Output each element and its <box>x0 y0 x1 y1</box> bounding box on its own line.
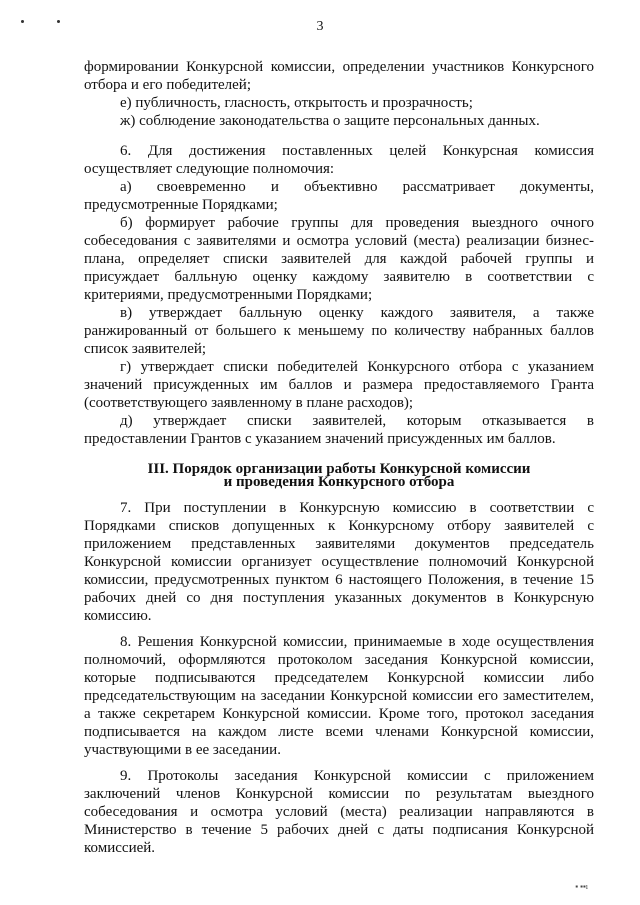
list-item-v: в) утверждает балльную оценку каждого заявителя, а также ранжированный от большего к меньшему по количеству набранных баллов список заявителей; <box>84 305 594 357</box>
page-number: 3 <box>316 19 324 34</box>
paragraph-8: 8. Решения Конкурсной комиссии, принимаемые в ходе осуществления полномочий, оформляются протоколом заседания Конкурсной комиссии, которые подписываются председателем Конкурсной комиссии либо председательствующим на заседании Конкурсной комиссии его заместителем, а также секретарем Конкурсной комиссии. Кроме того, протокол заседания подписывается на каждом листе всеми членами Конкурсной комиссии, участвующими в ее заседании. <box>84 634 594 758</box>
section-heading <box>84 463 594 489</box>
list-item-d: д) утверждает списки заявителей, которым отказывается в предоставлении Грантов с указанием значений присужденных им баллов. <box>84 413 594 447</box>
section-heading-line-1: III. Порядок организации работы Конкурсной комиссии <box>147 461 531 477</box>
paragraph-continuation: формировании Конкурсной комиссии, определении участников Конкурсного отбора и его победителей; <box>84 59 594 93</box>
list-item-e: е) публичность, гласность, открытость и прозрачность; <box>120 95 473 111</box>
document-body <box>84 58 594 857</box>
paragraph-6: 6. Для достижения поставленных целей Конкурсная комиссия осуществляет следующие полномочия: <box>84 143 594 177</box>
list-item-b: б) формирует рабочие группы для проведения выездного очного собеседования с заявителями и осмотра условий (места) реализации бизнес-плана, определяет списки заявителей для каждой рабочей группы и присуждает балльную оценку каждому заявителю в соответствии с критериями, предусмотренными Порядками; <box>84 215 594 303</box>
paragraph-7: 7. При поступлении в Конкурсную комиссию в соответствии с Порядками списков допущенных к Конкурсному отбору заявителей с приложением представленных заявителями документов председатель Конкурсной комиссии организует осуществление полномочий Конкурсной комиссии, предусмотренных пунктом 6 настоящего Положения, в течение 15 рабочих дней со дня поступления указанных документов в Конкурсную комиссию. <box>84 500 594 624</box>
list-item-g: г) утверждает списки победителей Конкурсного отбора с указанием значений присужденных им баллов и размера предоставляемого Гранта (соответствующего заявленному в плане расходов); <box>84 359 594 411</box>
paragraph-9: 9. Протоколы заседания Конкурсной комиссии с приложением заключений членов Конкурсной комиссии по результатам выездного собеседования и осмотра условий (места) реализации направляются в Министерство в течение 5 рабочих дней с даты подписания Конкурсной комиссией. <box>84 768 594 856</box>
list-item-a: а) своевременно и объективно рассматривает документы, предусмотренные Порядками; <box>84 179 594 213</box>
section-heading-line-2: и проведения Конкурсного отбора <box>223 474 455 490</box>
list-item-zh: ж) соблюдение законодательства о защите персональных данных. <box>120 113 540 129</box>
scan-artifact-mark: ▪ ▪▪ı <box>575 882 588 891</box>
